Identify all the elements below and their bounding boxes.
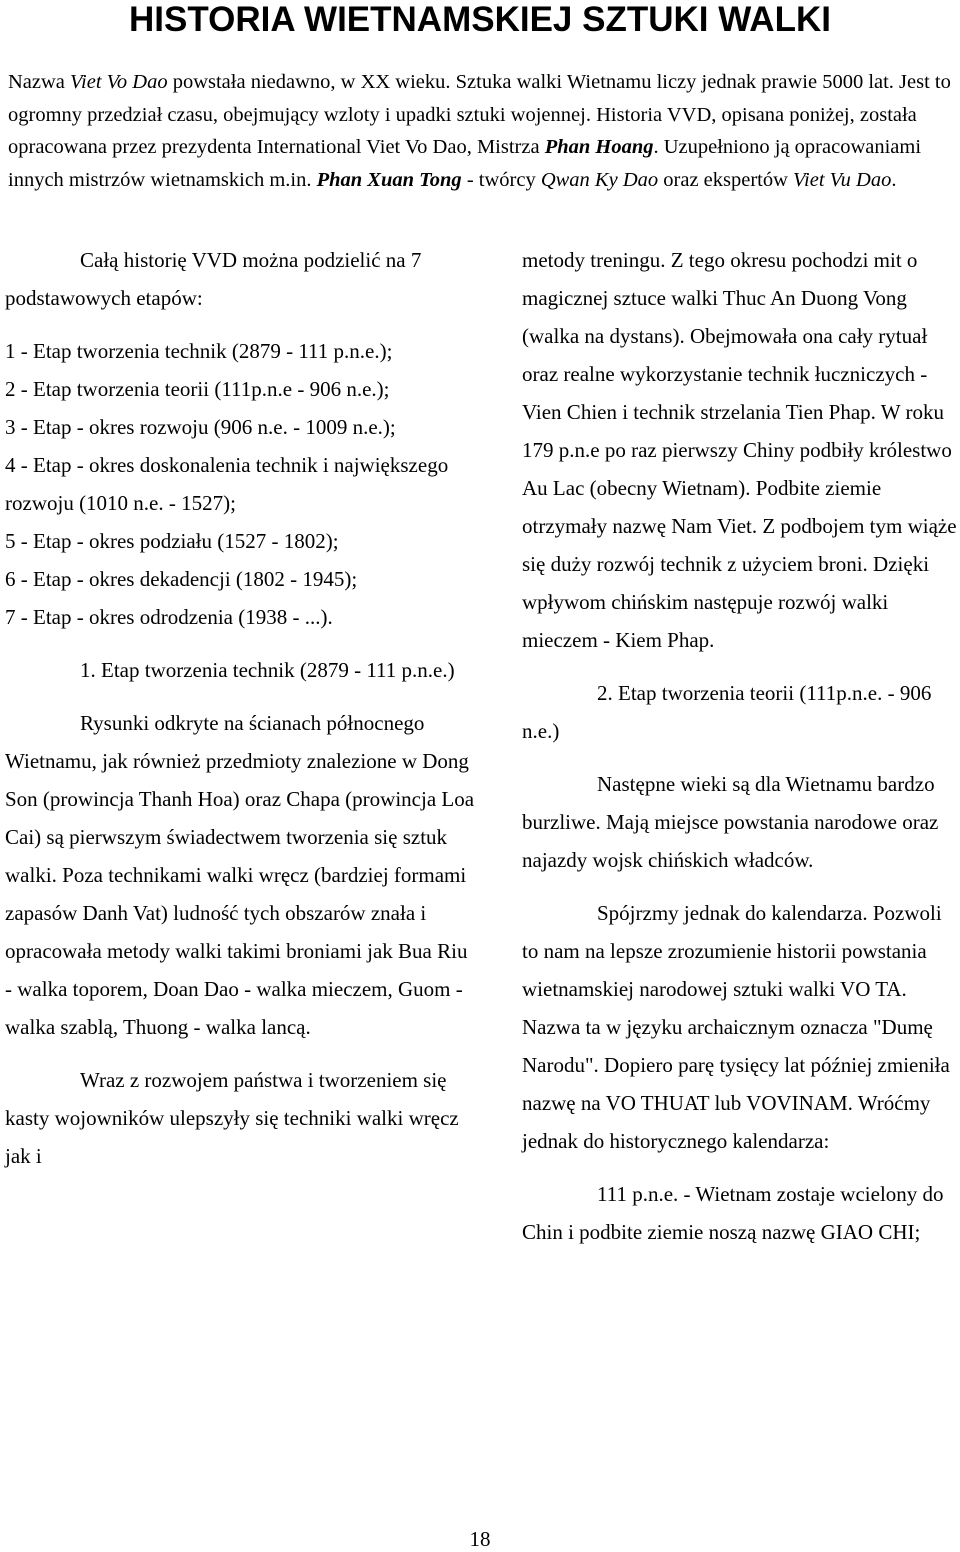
section-heading-2: 2. Etap tworzenia teorii (111p.n.e. - 906 n.e.) — [522, 681, 932, 743]
stages-intro: Całą historię VVD można podzielić na 7 podstawowych etapów: — [5, 248, 422, 310]
paragraph-111: 111 p.n.e. - Wietnam zostaje wcielony do Chin i podbite ziemie noszą nazwę GIAO CHI; — [522, 1182, 944, 1244]
stage-item-6: 6 - Etap - okres dekadencji (1802 - 1945); — [5, 567, 358, 591]
paragraph-metody: metody treningu. Z tego okresu pochodzi mit o magicznej sztuce walki Thuc An Duong Vong (walka na dystans). Obejmowała ona cały rytuał oraz realne wykorzystanie technik łuczniczych - Vien Chien i technik strzelania Tien Phap. W roku 179 p.n.e po raz pierwszy Chiny podbiły królestwo Au Lac (obecny Wietnam). Podbite ziemie otrzymały nazwę Nam Viet. Z podbojem tym wiąże się duży rozwój technik z użyciem broni. Dzięki wpływom chińskim następuje rozwój walki mieczem - Kiem Phap. — [522, 248, 957, 652]
paragraph-spojrzmy: Spójrzmy jednak do kalendarza. Pozwoli to nam na lepsze zrozumienie historii powstania wietnamskiej narodowej sztuki walki VO TA. Nazwa ta w języku archaicznym oznacza "Dumę Narodu". Dopiero parę tysięcy lat później zmieniła nazwę na VO THUAT lub VOVINAM. Wróćmy jednak do historycznego kalendarza: — [522, 901, 950, 1153]
intro-paragraph: Nazwa Viet Vo Dao powstała niedawno, w XX wieku. Sztuka walki Wietnamu liczy jednak prawie 5000 lat. Jest to ogromny przedział czasu, obejmujący wzloty i upadki sztuki wojennej. Historia VVD, opisana poniżej, została opracowana przez prezydenta International Viet Vo Dao, Mistrza Phan Hoang. Uzupełniono ją opracowaniami innych mistrzów wietnamskich m.in. Phan Xuan Tong - twórcy Qwan Ky Dao oraz ekspertów Viet Vu Dao. — [8, 71, 951, 191]
stage-item-5: 5 - Etap - okres podziału (1527 - 1802); — [5, 529, 339, 553]
stage-item-7: 7 - Etap - okres odrodzenia (1938 - ...). — [5, 605, 333, 629]
stage-item-2: 2 - Etap tworzenia teorii (111p.n.e - 906 n.e.); — [5, 377, 390, 401]
stage-item-1: 1 - Etap tworzenia technik (2879 - 111 p.n.e.); — [5, 339, 393, 363]
paragraph-wraz: Wraz z rozwojem państwa i tworzeniem się kasty wojowników ulepszyły się techniki walki wręcz jak i — [5, 1068, 459, 1168]
paragraph-rysunki: Rysunki odkryte na ścianach północnego Wietnamu, jak również przedmioty znalezione w Dong Son (prowincja Thanh Hoa) oraz Chapa (prowincja Loa Cai) są pierwszym świadectwem tworzenia się sztuk walki. Poza technikami walki wręcz (bardziej formami zapasów Danh Vat) ludność tych obszarów znała i opracowała metody walki takimi broniami jak Bua Riu - walka toporem, Doan Dao - walka mieczem, Guom - walka szablą, Thuong - walka lancą. — [5, 711, 475, 1039]
page-title: HISTORIA WIETNAMSKIEJ SZTUKI WALKI — [129, 0, 831, 39]
paragraph-nastepne: Następne wieki są dla Wietnamu bardzo burzliwe. Mają miejsce powstania narodowe oraz najazdy wojsk chińskich władców. — [522, 772, 939, 872]
stage-item-3: 3 - Etap - okres rozwoju (906 n.e. - 1009 n.e.); — [5, 415, 396, 439]
page-number: 18 — [469, 1527, 491, 1551]
left-column — [5, 241, 475, 1175]
stage-item-4: 4 - Etap - okres doskonalenia technik i największego rozwoju (1010 n.e. - 1527); — [5, 453, 449, 515]
section-heading-1: 1. Etap tworzenia technik (2879 - 111 p.n.e.) — [80, 658, 455, 682]
right-column — [522, 241, 958, 1251]
